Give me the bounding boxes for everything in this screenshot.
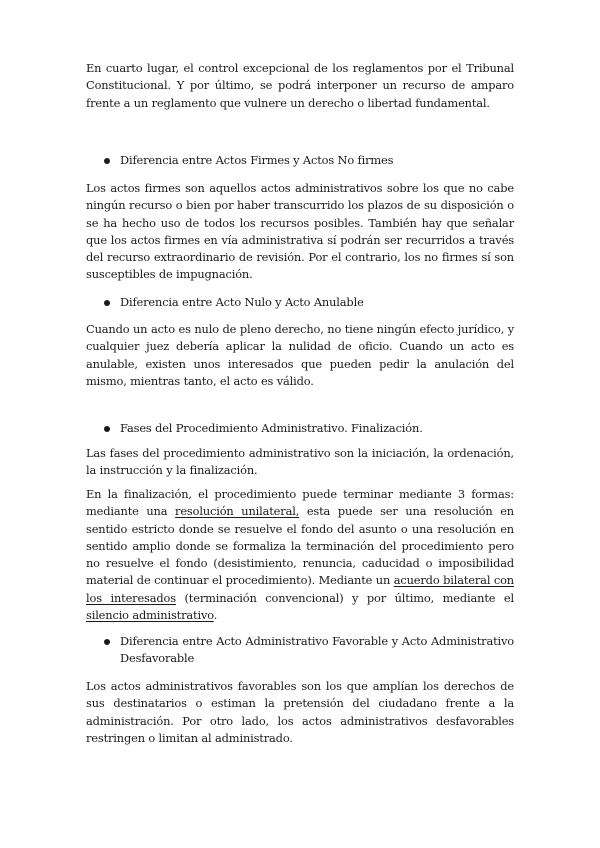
- intro-paragraph: En cuarto lugar, el control excepcional de los reglamentos por el Tribunal Constitucional. Y por último, se podrá interponer un recurso de amparo frente a un reglamento que vulnere un derecho o libertad fundamental.: [86, 61, 514, 110]
- heading-text: Fases del Procedimiento Administrativo. Finalización.: [120, 421, 423, 435]
- bullet-icon: [104, 300, 110, 306]
- paragraph-actos-firmes: Los actos firmes son aquellos actos administrativos sobre los que no cabe ningún recurso o bien por haber transcurrido los plazos de su disposición o se ha hecho uso de todos los recursos posibles. También hay que señalar que los actos firmes en vía administrativa sí podrán ser recurridos a través del recurso extraordinario de revisión. Por el contrario, los no firmes sí son susceptibles de impugnación.: [86, 181, 514, 282]
- section-heading-actos-firmes: [104, 152, 514, 169]
- section-heading-favorable: [104, 633, 514, 668]
- section-heading-fases: [104, 420, 514, 437]
- link-silencio-administrativo[interactable]: silencio administrativo: [86, 608, 214, 623]
- bullet-icon: [104, 639, 110, 645]
- heading-text: Diferencia entre Actos Firmes y Actos No firmes: [120, 153, 394, 167]
- paragraph-favorable: Los actos administrativos favorables son los que amplían los derechos de sus destinatarios o estiman la pretensión del ciudadano frente a la administración. Por otro lado, los actos administrativos desfavorables restringen o limitan al administrado.: [86, 679, 514, 745]
- link-resolucion-unilateral[interactable]: resolución unilateral,: [175, 504, 300, 519]
- heading-text: Diferencia entre Acto Nulo y Acto Anulable: [120, 295, 364, 309]
- bullet-icon: [104, 426, 110, 432]
- finalizacion-text-2: esta puede ser una resolución en sentido estricto donde se resuelve el fondo del asunto o una resolución en sentido amplio donde se formaliza la terminación del procedimiento pero no resuelve el fondo (desistimiento, renuncia, caducidad o imposibilidad material de continuar el procedimiento). Mediante un: [86, 504, 514, 588]
- heading-text: Diferencia entre Acto Administrativo Favorable y Acto Administrativo Desfavorable: [120, 634, 514, 666]
- link-acuerdo-bilateral[interactable]: acuerdo bilateral con los interesados: [86, 573, 514, 605]
- finalizacion-text-1: En la finalización, el procedimiento puede terminar mediante 3 formas: mediante una: [86, 487, 514, 519]
- paragraph-finalizacion: [86, 486, 514, 624]
- paragraph-acto-nulo: Cuando un acto es nulo de pleno derecho, no tiene ningún efecto jurídico, y cualquier juez debería aplicar la nulidad de oficio. Cuando un acto es anulable, existen unos interesados que pueden pedir la anulación del mismo, mientras tanto, el acto es válido.: [86, 322, 514, 388]
- finalizacion-text-3: (terminación convencional) y por último, mediante el: [175, 590, 514, 605]
- bullet-icon: [104, 158, 110, 164]
- finalizacion-text-4: .: [213, 608, 218, 623]
- paragraph-fases: Las fases del procedimiento administrativo son la iniciación, la ordenación, la instrucción y la finalización.: [86, 446, 514, 478]
- section-heading-acto-nulo: [104, 294, 514, 311]
